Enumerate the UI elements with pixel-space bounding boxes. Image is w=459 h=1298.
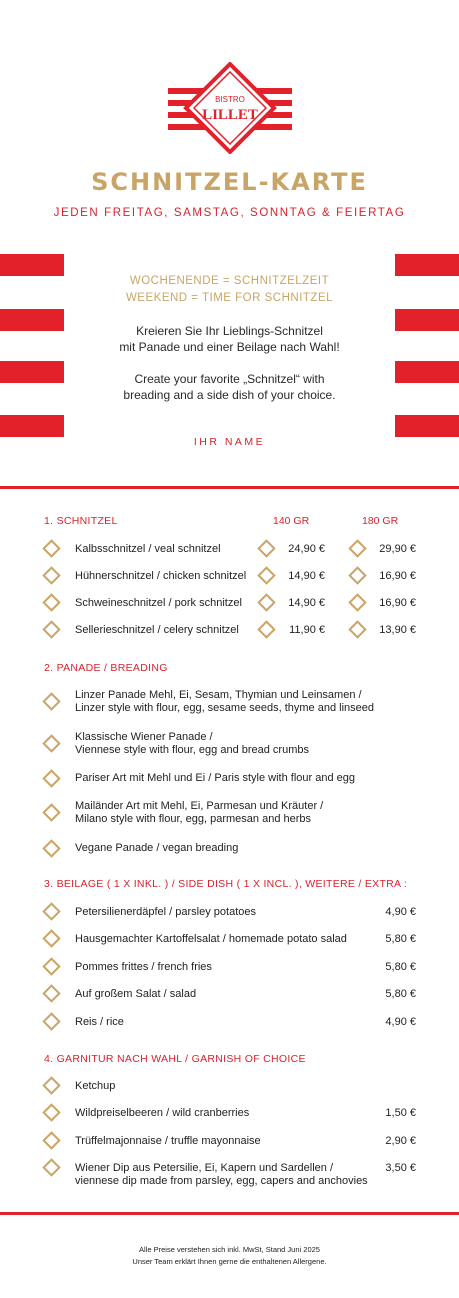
section-breading-heading: 2. PANADE / BREADING xyxy=(44,662,168,674)
section-side-dish-heading: 3. BEILAGE ( 1 X INKL. ) / SIDE DISH ( 1 X INCL. ), WEITERE / EXTRA : xyxy=(44,878,408,890)
select-diamond-icon[interactable] xyxy=(42,734,60,752)
select-diamond-icon[interactable] xyxy=(42,839,60,857)
select-diamond-icon[interactable] xyxy=(257,539,275,557)
select-diamond-icon[interactable] xyxy=(42,1103,60,1121)
intro-line-de: WOCHENENDE = SCHNITZELZEIT xyxy=(129,275,330,287)
section-schnitzel-heading: 1. SCHNITZEL xyxy=(44,515,118,527)
price-180: 16,90 € xyxy=(379,597,416,609)
select-diamond-icon[interactable] xyxy=(42,803,60,821)
divider-top xyxy=(0,486,459,489)
price-140: 24,90 € xyxy=(288,543,325,555)
schnitzel-item: Hühnerschnitzel / chicken schnitzel xyxy=(75,570,247,582)
column-140-heading: 140 GR xyxy=(273,515,310,527)
garnish-item-line: Wiener Dip aus Petersilie, Ei, Kapern und Sardellen / xyxy=(75,1162,334,1174)
bistro-lillet-logo xyxy=(168,62,292,154)
section-garnish-heading: 4. GARNITUR NACH WAHL / GARNISH OF CHOICE xyxy=(44,1053,306,1065)
logo-main-text: LILLET xyxy=(202,107,258,123)
select-diamond-icon[interactable] xyxy=(348,539,366,557)
price-180: 16,90 € xyxy=(379,570,416,582)
breading-item xyxy=(75,731,309,757)
select-diamond-icon[interactable] xyxy=(42,957,60,975)
garnish-item: Wildpreiselbeeren / wild cranberries xyxy=(75,1107,250,1119)
garnish-price: 2,90 € xyxy=(385,1135,416,1147)
footer-line-2: Unser Team erklärt Ihnen gerne die enthaltenen Allergene. xyxy=(132,1257,327,1266)
price-180: 13,90 € xyxy=(379,624,416,636)
breading-item-line: Klassische Wiener Panade / xyxy=(75,731,213,743)
breading-item: Pariser Art mit Mehl und Ei / Paris style with flour and egg xyxy=(75,772,356,784)
select-diamond-icon[interactable] xyxy=(348,566,366,584)
side-dish-price: 5,80 € xyxy=(385,961,416,973)
schnitzel-item: Sellerieschnitzel / celery schnitzel xyxy=(75,624,239,636)
select-diamond-icon[interactable] xyxy=(257,593,275,611)
select-diamond-icon[interactable] xyxy=(42,984,60,1002)
select-diamond-icon[interactable] xyxy=(42,902,60,920)
right-stripe xyxy=(395,254,459,276)
logo-top-text: BISTRO xyxy=(215,95,245,104)
intro-text-en-1: Create your favorite „Schnitzel“ with xyxy=(134,372,325,386)
garnish-item: Ketchup xyxy=(75,1080,116,1092)
page-title: SCHNITZEL-KARTE xyxy=(91,168,368,196)
breading-item xyxy=(75,800,323,826)
side-dish-item: Hausgemachter Kartoffelsalat / homemade potato salad xyxy=(75,933,347,945)
side-dish-item: Pommes frittes / french fries xyxy=(75,961,212,973)
side-dish-item: Auf großem Salat / salad xyxy=(75,988,197,1000)
intro-line-en: WEEKEND = TIME FOR SCHNITZEL xyxy=(125,292,334,304)
select-diamond-icon[interactable] xyxy=(42,1076,60,1094)
page-subtitle: JEDEN FREITAG, SAMSTAG, SONNTAG & FEIERTAG xyxy=(53,207,406,219)
select-diamond-icon[interactable] xyxy=(42,1131,60,1149)
side-dish-price: 5,80 € xyxy=(385,933,416,945)
side-dish-price: 5,80 € xyxy=(385,988,416,1000)
select-diamond-icon[interactable] xyxy=(42,929,60,947)
column-180-heading: 180 GR xyxy=(362,515,399,527)
select-diamond-icon[interactable] xyxy=(42,539,60,557)
select-diamond-icon[interactable] xyxy=(42,593,60,611)
garnish-price: 3,50 € xyxy=(385,1162,416,1174)
select-diamond-icon[interactable] xyxy=(42,1012,60,1030)
intro-text-de-2: mit Panade und einer Beilage nach Wahl! xyxy=(119,340,340,354)
garnish-item: Trüffelmajonnaise / truffle mayonnaise xyxy=(75,1135,261,1147)
garnish-item-line: viennese dip made from parsley, egg, capers and anchovies xyxy=(75,1175,368,1187)
select-diamond-icon[interactable] xyxy=(348,593,366,611)
select-diamond-icon[interactable] xyxy=(42,1158,60,1176)
divider-bottom xyxy=(0,1212,459,1215)
intro-text-en-2: breading and a side dish of your choice. xyxy=(123,388,336,402)
garnish-price: 1,50 € xyxy=(385,1107,416,1119)
side-dish-price: 4,90 € xyxy=(385,1016,416,1028)
intro-text-de-1: Kreieren Sie Ihr Lieblings-Schnitzel xyxy=(136,324,323,338)
select-diamond-icon[interactable] xyxy=(42,692,60,710)
garnish-item xyxy=(75,1162,368,1188)
price-140: 14,90 € xyxy=(288,570,325,582)
left-stripe xyxy=(0,415,64,437)
side-dish-item: Reis / rice xyxy=(75,1016,124,1028)
select-diamond-icon[interactable] xyxy=(42,769,60,787)
breading-item-line: Linzer Panade Mehl, Ei, Sesam, Thymian und Leinsamen / xyxy=(75,689,362,701)
side-dish-item: Petersilienerdäpfel / parsley potatoes xyxy=(75,906,256,918)
breading-item xyxy=(75,689,374,715)
footer-line-1: Alle Preise verstehen sich inkl. MwSt, Stand Juni 2025 xyxy=(139,1245,320,1254)
schnitzel-item: Schweineschnitzel / pork schnitzel xyxy=(75,597,242,609)
side-dish-price: 4,90 € xyxy=(385,906,416,918)
breading-item-line: Mailänder Art mit Mehl, Ei, Parmesan und Kräuter / xyxy=(75,800,324,812)
select-diamond-icon[interactable] xyxy=(257,620,275,638)
name-label: IHR NAME xyxy=(193,436,266,448)
breading-item-line: Milano style with flour, egg, parmesan and herbs xyxy=(75,813,312,825)
price-180: 29,90 € xyxy=(379,543,416,555)
select-diamond-icon[interactable] xyxy=(42,620,60,638)
price-140: 11,90 € xyxy=(289,624,325,636)
right-stripe xyxy=(395,415,459,437)
schnitzel-item: Kalbsschnitzel / veal schnitzel xyxy=(75,543,221,555)
select-diamond-icon[interactable] xyxy=(42,566,60,584)
select-diamond-icon[interactable] xyxy=(348,620,366,638)
breading-item-line: Viennese style with flour, egg and bread crumbs xyxy=(75,744,309,756)
breading-item: Vegane Panade / vegan breading xyxy=(75,842,239,854)
price-140: 14,90 € xyxy=(288,597,325,609)
breading-item-line: Linzer style with flour, egg, sesame seeds, thyme and linseed xyxy=(75,702,374,714)
left-stripe xyxy=(0,254,64,276)
select-diamond-icon[interactable] xyxy=(257,566,275,584)
